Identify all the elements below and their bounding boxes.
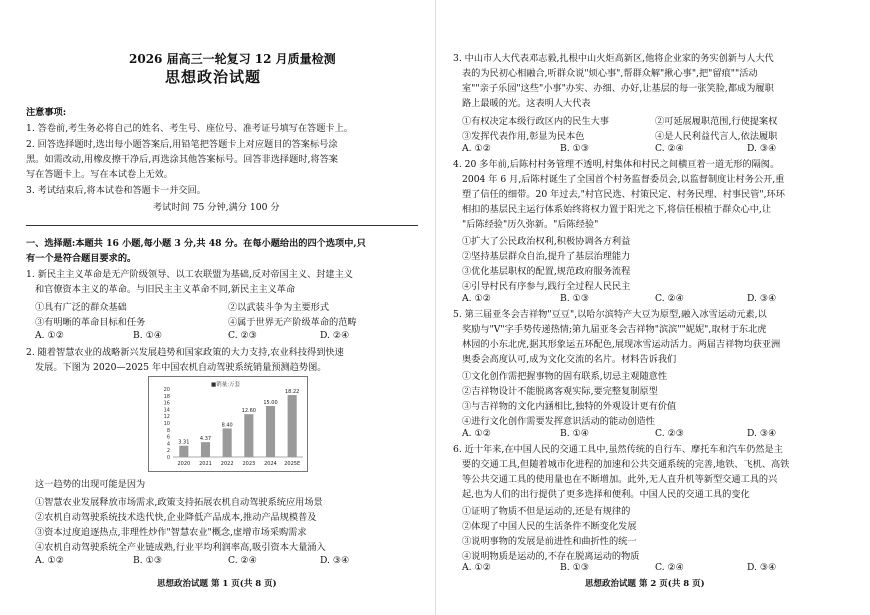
notice-line: 1. 答卷前,考生务必将自己的姓名、考生号、座位号、准考证号填写在答题卡上。 <box>26 123 353 134</box>
x-tick-label: 2022 <box>220 461 234 467</box>
q4-item: ④引导村民有序参与,践行全过程人民民主 <box>462 281 631 292</box>
q6-item: ③说明事物的发展是前进性和曲折性的统一 <box>462 536 637 547</box>
q3-stem: 表的为民初心相融合,听群众说"烦心事",帮群众解"揪心事",把"留痕""活动 <box>462 68 758 79</box>
notice-heading: 注意事项: <box>26 107 67 118</box>
q4-stem: 相扣的基层民主运行体系始终将权力置于阳光之下,将信任根植于群众心中,让 <box>462 204 772 215</box>
bar <box>266 406 275 457</box>
chart-legend: ■销量:万套 <box>211 382 241 388</box>
separator <box>26 225 418 226</box>
x-tick-label: 2023 <box>242 461 256 467</box>
q6-item: ②体现了中国人民的生活条件不断变化发展 <box>462 521 637 532</box>
q2-item: ②农机自动驾驶系统技术迭代快,企业降低产品成本,推动产品规模普及 <box>35 512 317 523</box>
q6-stem: 要的交通工具,但随着城市化进程的加速和公共交通系统的完善,地铁、飞机、高铁 <box>462 459 790 470</box>
q4-stem: 2004 年 6 月,后陈村诞生了全国首个村务监督委员会,以监督制度让村务公开,重 <box>462 174 785 185</box>
q1-item: ①具有广泛的群众基础 <box>35 302 127 313</box>
q3-item: ③发挥代表作用,彰显为民本色 <box>462 131 585 142</box>
y-tick-label: 14 <box>163 407 170 414</box>
q2-stem: 发展。下图为 2020—2025 年中国农机自动驾驶系统销量预测趋势图。 <box>35 362 327 373</box>
bar-value-label: 12.60 <box>241 408 256 415</box>
notice-line: 写在答题卡上。写在本试卷上无效。 <box>26 169 173 180</box>
q1-stem: 和官僚资本主义的革命。与旧民主主义革命不同,新民主主义革命 <box>35 284 296 295</box>
q6-stem: 起,也为人们的出行提供了更多选择和便利。中国人民的交通工具的变化 <box>462 489 750 500</box>
notice-line: 黑。如需改动,用橡皮擦干净后,再选涂其他答案标号。回答非选择题时,将答案 <box>26 154 338 165</box>
x-tick-label: 2020 <box>177 461 191 467</box>
q5-stem: 林园的小东北虎,据其形象运五环配色,展现冰雪运动活力。两届吉祥物均获亚洲 <box>462 339 781 350</box>
q4-choice[interactable]: B. ①③ <box>560 293 590 304</box>
q4-item: ①扩大了公民政治权利,积极协调各方利益 <box>462 236 631 247</box>
q1-choice[interactable]: A. ①② <box>35 330 64 341</box>
q5-choice[interactable]: B. ①④ <box>560 428 590 439</box>
notice-line: 2. 回答选择题时,选出每小题答案后,用铅笔把答题卡上对应题目的答案标号涂 <box>26 139 338 150</box>
q5-choice[interactable]: D. ③④ <box>747 428 777 439</box>
q2-choice[interactable]: A. ①② <box>35 555 64 566</box>
q2-item: ③资本过度追逐热点,非理性炒作"智慧农业"概念,虚增市场采购需求 <box>35 527 307 538</box>
q3-item: ②可延展履职范围,行使提案权 <box>655 116 778 127</box>
q1-choice[interactable]: D. ②④ <box>320 330 350 341</box>
y-tick-label: 20 <box>163 387 170 393</box>
q4-stem: 4. 20 多年前,后陈村村务管理不透明,村集体和村民之间横亘着一道无形的隔阂。 <box>453 159 780 170</box>
q4-stem: 塑了信任的细带。20 年过去,"村官民选、村策民定、村务民理、村事民管",环环 <box>462 189 785 200</box>
x-tick-label: 2024 <box>264 461 277 467</box>
q4-item: ②坚持基层群众自治,提升了基层治理能力 <box>462 251 631 262</box>
q3-item: ①有权决定本级行政区内的民生大事 <box>462 116 609 127</box>
bar-value-label: 3.31 <box>178 439 190 446</box>
bar <box>288 395 297 457</box>
chart-svg <box>149 377 309 473</box>
y-tick-label: 0 <box>166 455 170 461</box>
q6-choice[interactable]: A. ①② <box>462 562 491 573</box>
q4-choice[interactable]: A. ①② <box>462 293 491 304</box>
q2-choice[interactable]: B. ①③ <box>133 555 163 566</box>
q2-stem: 2. 随着智慧农业的战略新兴发展趋势和国家政策的大力支持,农业科技得到快速 <box>26 347 344 358</box>
time-info: 考试时间 75 分钟,满分 100 分 <box>153 202 280 213</box>
y-tick-label: 12 <box>163 414 170 421</box>
q3-choice[interactable]: D. ③④ <box>747 143 777 154</box>
q5-item: ②吉祥物设计不能脱离客观实际,要完整复制原型 <box>462 386 658 397</box>
bar-value-label: 15.00 <box>263 400 278 406</box>
q5-item: ①文化创作需把握事物的固有联系,切忌主观随意性 <box>462 371 668 382</box>
q5-stem: 5. 第三届亚冬会吉祥物"豆豆",以哈尔滨特产大豆为原型,融入冰雪运动元素,以 <box>453 309 767 320</box>
bar <box>244 414 253 457</box>
page-footer: 思想政治试题 第 2 页(共 8 页) <box>585 579 705 589</box>
q3-stem: 路上最暖的光。这表明人大代表 <box>462 98 591 109</box>
x-tick-label: 2025E <box>284 461 301 467</box>
q1-choice[interactable]: C. ②③ <box>228 330 258 341</box>
q2-choice[interactable]: C. ②④ <box>228 555 258 566</box>
sales-bar-chart <box>148 376 308 472</box>
q6-choice[interactable]: D. ③④ <box>747 562 777 573</box>
q4-choice[interactable]: D. ③④ <box>747 293 777 304</box>
y-tick-label: 18 <box>163 393 170 400</box>
q4-choice[interactable]: C. ②④ <box>655 293 685 304</box>
bar-value-label: 18.22 <box>285 389 300 396</box>
q5-choice[interactable]: A. ①② <box>462 428 491 439</box>
q5-item: ④进行文化创作需要发挥意识活动的能动创造性 <box>462 416 655 427</box>
y-tick-label: 4 <box>166 441 170 448</box>
q6-item: ④说明物质是运动的,不存在脱离运动的物质 <box>462 551 640 562</box>
q1-item: ②以武装斗争为主要形式 <box>228 302 330 313</box>
q2-item: ④农机自动驾驶系统全产业链成熟,行业平均利润率高,吸引资本大量涌入 <box>35 542 326 553</box>
q6-stem: 等公共交通工具的使用量也在不断增加。此外,无人直升机等新型交通工具的兴 <box>462 474 778 485</box>
bar <box>201 442 210 457</box>
q3-stem: 3. 中山市人大代表邓志毅,扎根中山火炬高新区,他将企业家的务实创新与人大代 <box>453 53 774 64</box>
bar-value-label: 8.40 <box>221 422 233 429</box>
y-tick-label: 10 <box>163 421 170 427</box>
page-footer: 思想政治试题 第 1 页(共 8 页) <box>157 579 277 589</box>
y-tick-label: 6 <box>166 434 170 441</box>
q2-item: ①智慧农业发展释放市场需求,政策支持拓展农机自动驾驶系统应用场景 <box>35 497 323 508</box>
y-tick-label: 16 <box>163 400 170 407</box>
q3-item: ④是人民利益代言人,依法履职 <box>655 131 778 142</box>
section-heading: 有一个是符合题目要求的。 <box>26 253 137 264</box>
y-tick-label: 2 <box>166 448 170 455</box>
q1-item: ④属于世界无产阶级革命的范畴 <box>228 317 357 328</box>
bar <box>179 446 188 457</box>
q3-choice[interactable]: B. ①③ <box>560 143 590 154</box>
page-2 <box>435 0 870 615</box>
q3-stem: 室""亲子乐园"这些"小事"办实、办细、办好,让基层的每一张笑脸,都成为履职 <box>462 83 774 94</box>
q6-choice[interactable]: B. ①③ <box>560 562 590 573</box>
bar-value-label: 4.37 <box>199 436 212 443</box>
q1-item: ③有明晰的革命目标和任务 <box>35 317 146 328</box>
q6-item: ①证明了物质不但是运动的,还是有规律的 <box>462 506 631 517</box>
notice-line: 3. 考试结束后,将本试卷和答题卡一并交回。 <box>26 185 206 196</box>
q6-choice[interactable]: C. ②④ <box>655 562 685 573</box>
q5-item: ③与吉祥物的文化内涵相比,独特的外观设计更有价值 <box>462 401 677 412</box>
q5-stem: 奥委会高度认可,成为文化交流的名片。材料告诉我们 <box>462 354 677 365</box>
q2-after: 这一趋势的出现可能是因为 <box>35 479 146 490</box>
q1-stem: 1. 新民主主义革命是无产阶级领导、以工农联盟为基础,反对帝国主义、封建主义 <box>26 269 353 280</box>
q5-choice[interactable]: C. ②③ <box>655 428 685 439</box>
exam-title: 2026 届高三一轮复习 12 月质量检测 <box>129 52 336 66</box>
subject-title: 思想政治试题 <box>165 68 262 86</box>
section-heading: 一、选择题:本题共 16 小题,每小题 3 分,共 48 分。在每小题给出的四个选项中,只 <box>26 238 366 249</box>
q3-choice[interactable]: C. ②④ <box>655 143 685 154</box>
y-tick-label: 8 <box>166 427 170 434</box>
q6-stem: 6. 近十年来,在中国人民的交通工具中,虽然传统的自行车、摩托车和汽车仍然是主 <box>453 444 783 455</box>
q1-choice[interactable]: B. ①④ <box>133 330 163 341</box>
bar <box>223 428 232 457</box>
q4-stem: "后陈经验"历久弥新。"后陈经验" <box>462 219 599 230</box>
x-tick-label: 2021 <box>199 461 212 467</box>
q3-choice[interactable]: A. ①② <box>462 143 491 154</box>
q4-item: ③优化基层职权的配置,规范政府服务流程 <box>462 266 631 277</box>
q5-stem: 奖励与"V"字手势传递热情;第九届亚冬会吉祥物"滨滨""妮妮",取材于东北虎 <box>462 324 767 335</box>
q2-choice[interactable]: D. ③④ <box>320 555 350 566</box>
